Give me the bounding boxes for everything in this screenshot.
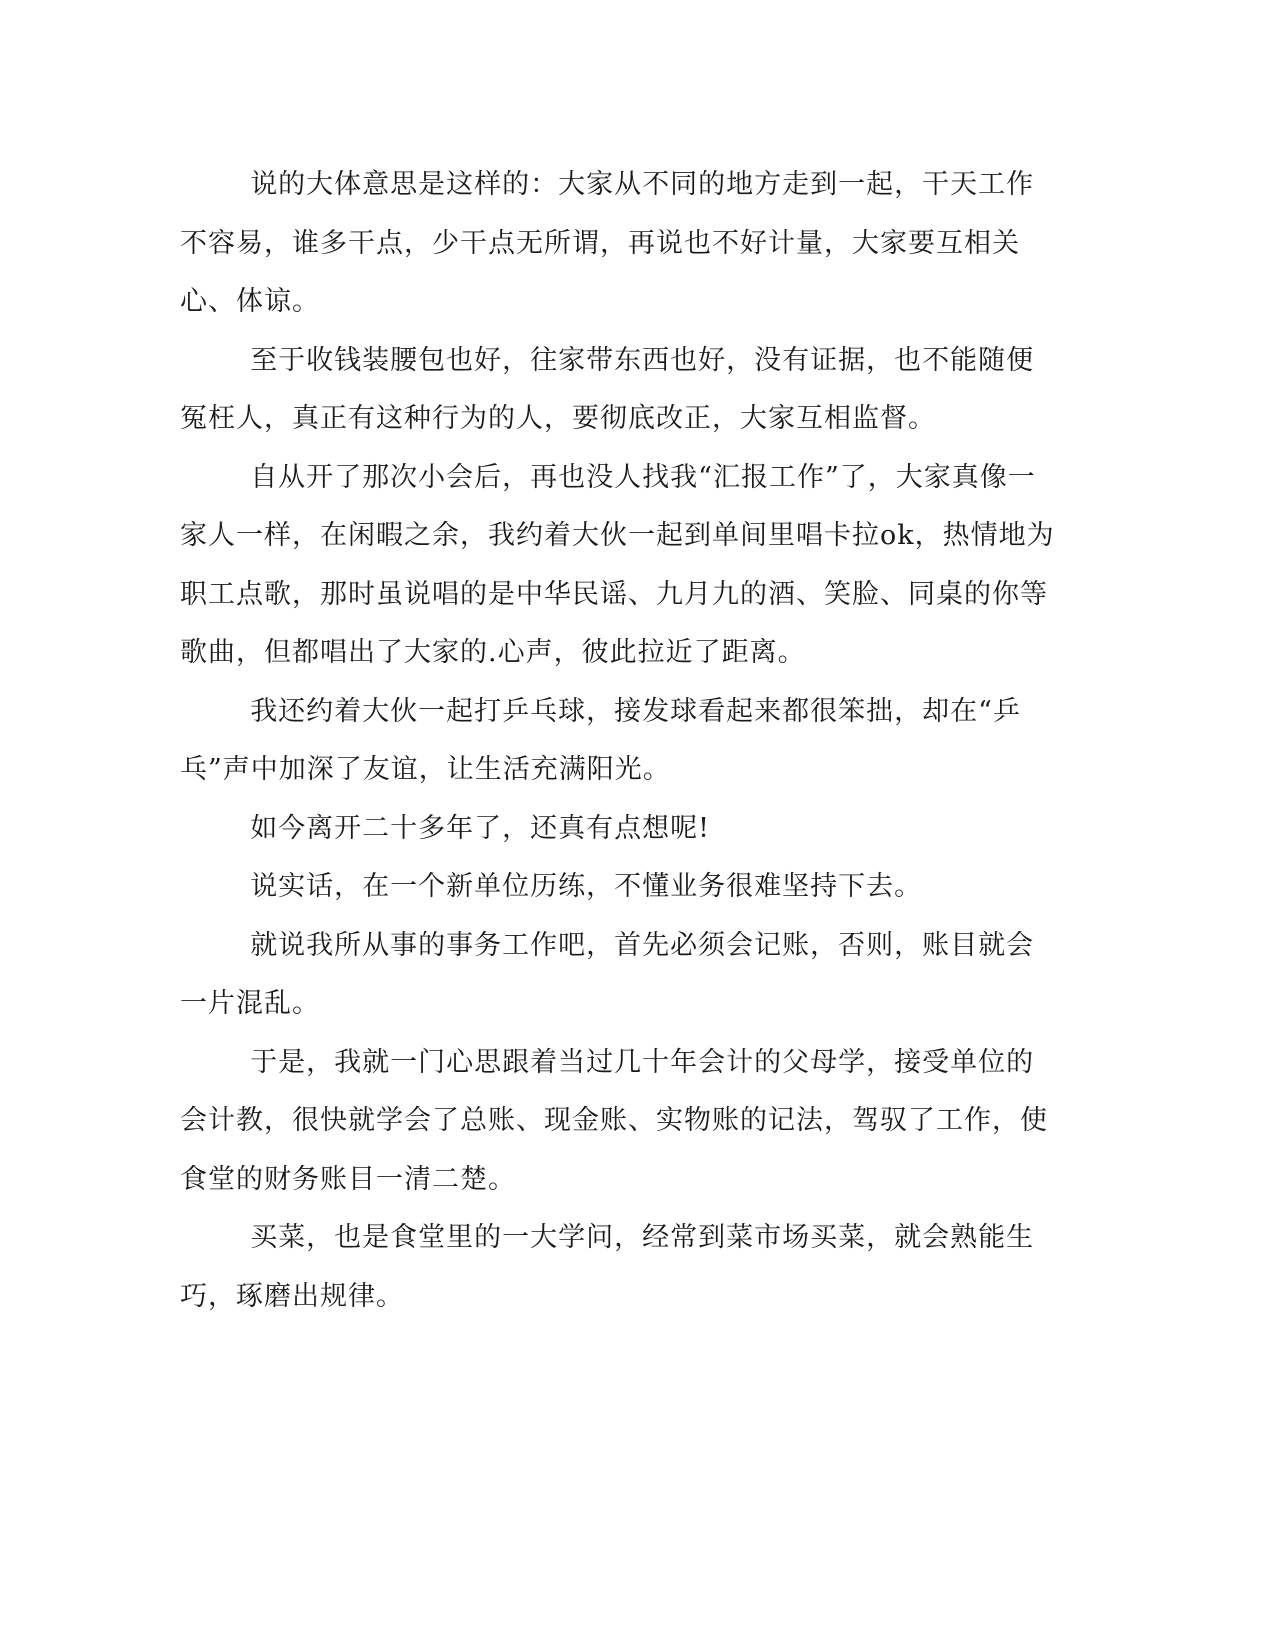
document-body (180, 156, 1060, 1326)
paragraph: 我还约着大伙一起打乒乓球，接发球看起来都很笨拙，却在“乒乓”声中加深了友谊，让生活充满阳光。 (180, 695, 1021, 785)
paragraph: 说实话，在一个新单位历练，不懂业务很难坚持下去。 (250, 871, 923, 902)
paragraph: 如今离开二十多年了，还真有点想呢! (250, 812, 711, 844)
paragraph: 于是，我就一门心思跟着当过几十年会计的父母学，接受单位的会计教，很快就学会了总账、现金账、实物账的记法，驾驭了工作，使食堂的财务账目一清二楚。 (180, 1046, 1048, 1195)
paragraph: 至于收钱装腰包也好，往家带东西也好，没有证据，也不能随便冤枉人，真正有这种行为的人，要彻底改正，大家互相监督。 (180, 344, 1035, 434)
paragraph: 自从开了那次小会后，再也没人找我“汇报工作”了，大家真像一家人一样，在闲暇之余，我约着大伙一起到单间里唱卡拉ok，热情地为职工点歌，那时虽说唱的是中华民谣、九月九的酒、笑脸、同桌的你等歌曲，但都唱出了大家的.心声，彼此拉近了距离。 (180, 461, 1055, 668)
paragraph: 就说我所从事的事务工作吧，首先必须会记账，否则，账目就会一片混乱。 (180, 929, 1035, 1019)
paragraph: 买菜，也是食堂里的一大学问，经常到菜市场买菜，就会熟能生巧，琢磨出规律。 (180, 1222, 1035, 1312)
paragraph: 说的大体意思是这样的：大家从不同的地方走到一起，干天工作不容易，谁多干点，少干点无所谓，再说也不好计量，大家要互相关心、体谅。 (180, 169, 1035, 317)
